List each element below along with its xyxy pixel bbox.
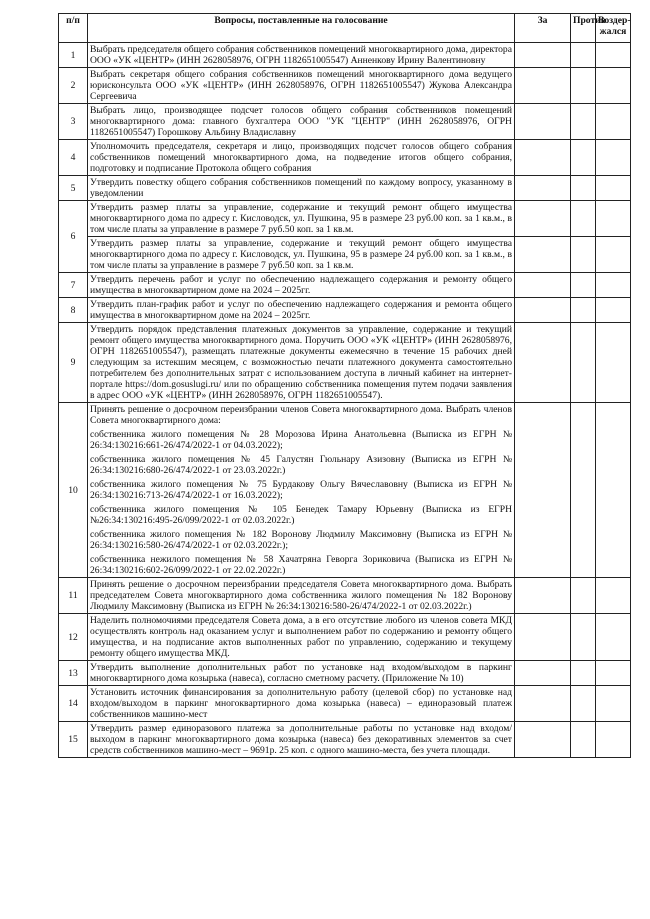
table-row bbox=[59, 661, 631, 686]
vote-abstain-cell[interactable] bbox=[596, 176, 631, 201]
question-number: 7 bbox=[59, 273, 88, 298]
question-text: Утвердить размер платы за управление, содержание и текущий ремонт общего имущества многоквартирного дома по адресу г. Кисловодск, ул. Пушкина, 95 в размере 23 руб.00 коп. за 1 кв.м., в том числе платы за управление в размере 7 руб.50 коп. за 1 кв.м. bbox=[88, 201, 515, 237]
vote-against-cell[interactable] bbox=[571, 140, 596, 176]
question-number: 14 bbox=[59, 686, 88, 722]
question-text: Утвердить размер платы за управление, содержание и текущий ремонт общего имущества многоквартирного дома по адресу г. Кисловодск, ул. Пушкина, 95 в размере 24 руб.00 коп. за 1 кв.м., в том числе платы за управление в размере 7 руб.50 коп. за 1 кв.м. bbox=[88, 237, 515, 273]
vote-for-cell[interactable] bbox=[515, 722, 571, 758]
voting-table bbox=[58, 13, 631, 758]
vote-abstain-cell[interactable] bbox=[596, 201, 631, 237]
vote-against-cell[interactable] bbox=[571, 176, 596, 201]
question-text: Выбрать секретаря общего собрания собственников помещений многоквартирного дома ведущего юрисконсульта ООО «УК «ЦЕНТР» (ИНН 2628058976, ОГРН 1182651005547) Жукова Александра Сергеевича bbox=[88, 68, 515, 104]
vote-against-cell[interactable] bbox=[571, 43, 596, 68]
vote-abstain-cell[interactable] bbox=[596, 140, 631, 176]
header-question: Вопросы, поставленные на голосование bbox=[88, 14, 515, 43]
vote-abstain-cell[interactable] bbox=[596, 578, 631, 614]
vote-against-cell[interactable] bbox=[571, 614, 596, 661]
question-number: 12 bbox=[59, 614, 88, 661]
question-text-part: собственника жилого помещения № 75 Бурдакову Ольгу Вячеславовну (Выписка из ЕГРН № 26:34:130216:713-26/474/2022-1 от 16.03.2022); bbox=[90, 479, 512, 501]
vote-abstain-cell[interactable] bbox=[596, 403, 631, 578]
table-row bbox=[59, 201, 631, 237]
vote-against-cell[interactable] bbox=[571, 323, 596, 403]
question-text-part: собственника жилого помещения № 182 Воронову Людмилу Максимовну (Выписка из ЕГРН № 26:34:130216:580-26/474/2022-1 от 02.03.2022г.); bbox=[90, 529, 512, 551]
table-row bbox=[59, 176, 631, 201]
header-against: Против bbox=[571, 14, 596, 43]
header-for: За bbox=[515, 14, 571, 43]
question-text bbox=[88, 403, 515, 578]
vote-for-cell[interactable] bbox=[515, 68, 571, 104]
table-row bbox=[59, 614, 631, 661]
table-row bbox=[59, 578, 631, 614]
vote-for-cell[interactable] bbox=[515, 237, 571, 273]
vote-against-cell[interactable] bbox=[571, 722, 596, 758]
vote-against-cell[interactable] bbox=[571, 686, 596, 722]
vote-for-cell[interactable] bbox=[515, 43, 571, 68]
table-row bbox=[59, 140, 631, 176]
table-row bbox=[59, 237, 631, 273]
question-text-part: Принять решение о досрочном переизбрании членов Совета многоквартирного дома. Выбрать членов Совета многоквартирного дома: bbox=[90, 404, 512, 426]
table-row bbox=[59, 686, 631, 722]
vote-for-cell[interactable] bbox=[515, 578, 571, 614]
vote-for-cell[interactable] bbox=[515, 104, 571, 140]
header-num: п/п bbox=[59, 14, 88, 43]
table-row bbox=[59, 323, 631, 403]
question-text: Уполномочить председателя, секретаря и лицо, производящих подсчет голосов общего собрания собственников помещений многоквартирного дома, на подведение итогов общего собрания, подготовку и подписание Протокола общего собрания bbox=[88, 140, 515, 176]
vote-abstain-cell[interactable] bbox=[596, 614, 631, 661]
question-number: 13 bbox=[59, 661, 88, 686]
question-number: 9 bbox=[59, 323, 88, 403]
vote-abstain-cell[interactable] bbox=[596, 323, 631, 403]
question-number: 2 bbox=[59, 68, 88, 104]
table-row bbox=[59, 722, 631, 758]
vote-against-cell[interactable] bbox=[571, 104, 596, 140]
question-text: Утвердить размер единоразового платежа за дополнительные работы по установке над входом/выходом в паркинг многоквартирного дома козырька (навеса) без декоративных элементов за счет средств собственников машино-мест – 9691р. 25 коп. с одного машино-места, без учета площади. bbox=[88, 722, 515, 758]
vote-for-cell[interactable] bbox=[515, 686, 571, 722]
question-text: Утвердить перечень работ и услуг по обеспечению надлежащего содержания и ремонту общего имущества в многоквартирном доме на 2024 – 2025гг. bbox=[88, 273, 515, 298]
vote-against-cell[interactable] bbox=[571, 661, 596, 686]
vote-against-cell[interactable] bbox=[571, 578, 596, 614]
question-text: Принять решение о досрочном переизбрании председателя Совета многоквартирного дома. Выбрать председателем Совета многоквартирного дома собственника жилого помещения № 182 Воронову Людмилу Максимовну (Выписка из ЕГРН № 26:34:130216:580-26/474/2022-1 от 02.03.2022г.) bbox=[88, 578, 515, 614]
vote-for-cell[interactable] bbox=[515, 201, 571, 237]
table-row bbox=[59, 273, 631, 298]
question-text: Утвердить план-график работ и услуг по обеспечению надлежащего содержания и ремонта общего имущества в многоквартирном доме на 2024 – 2025гг. bbox=[88, 298, 515, 323]
vote-for-cell[interactable] bbox=[515, 403, 571, 578]
vote-against-cell[interactable] bbox=[571, 201, 596, 237]
question-number: 4 bbox=[59, 140, 88, 176]
vote-abstain-cell[interactable] bbox=[596, 104, 631, 140]
vote-abstain-cell[interactable] bbox=[596, 298, 631, 323]
question-text-part: собственника жилого помещения № 28 Морозова Ирина Анатольевна (Выписка из ЕГРН № 26:34:130216:661-26/474/2022-1 от 04.03.2022); bbox=[90, 429, 512, 451]
vote-abstain-cell[interactable] bbox=[596, 661, 631, 686]
vote-abstain-cell[interactable] bbox=[596, 68, 631, 104]
question-text: Утвердить повестку общего собрания собственников помещений по каждому вопросу, указанному в уведомлении bbox=[88, 176, 515, 201]
question-text: Выбрать лицо, производящее подсчет голосов общего собрания собственников помещений многоквартирного дома: главного бухгалтера ООО "УК "ЦЕНТР" (ИНН 2628058976, ОГРН 1182651005547) Горошкову Альбину Владиславну bbox=[88, 104, 515, 140]
question-number: 10 bbox=[59, 403, 88, 578]
vote-against-cell[interactable] bbox=[571, 68, 596, 104]
table-row bbox=[59, 43, 631, 68]
question-text: Утвердить выполнение дополнительных работ по установке над входом/выходом в паркинг многоквартирного дома козырька (навеса), согласно сметному расчету. (Приложение № 10) bbox=[88, 661, 515, 686]
vote-for-cell[interactable] bbox=[515, 140, 571, 176]
vote-abstain-cell[interactable] bbox=[596, 273, 631, 298]
question-number: 11 bbox=[59, 578, 88, 614]
vote-for-cell[interactable] bbox=[515, 298, 571, 323]
question-text: Установить источник финансирования за дополнительную работу (целевой сбор) по установке над входом/выходом в паркинг многоквартирного дома козырька (навеса) – единоразовый платеж собственников машино-мест bbox=[88, 686, 515, 722]
vote-abstain-cell[interactable] bbox=[596, 722, 631, 758]
question-number: 8 bbox=[59, 298, 88, 323]
vote-against-cell[interactable] bbox=[571, 403, 596, 578]
table-header-row bbox=[59, 14, 631, 43]
question-text: Утвердить порядок представления платежных документов за управление, содержание и текущий ремонт общего имущества многоквартирного дома. Поручить ООО «УК «ЦЕНТР» (ИНН 2628058976, ОГРН 1182651005547), размещать платежные документы ежемесячно в течение 15 рабочих дней следующим за истекшим месяцем, с возможностью печати платежного документа самостоятельно потребителем без дополнительных затрат с использованием доступа в личный кабинет на интернет-портале https://dom.gosuslugi.ru/ или по обращению собственника помещения путем подачи заявления в адрес ООО «УК «ЦЕНТР» (ИНН 2628058976, ОГРН 1182651005547). bbox=[88, 323, 515, 403]
question-number: 5 bbox=[59, 176, 88, 201]
table-row bbox=[59, 68, 631, 104]
vote-for-cell[interactable] bbox=[515, 323, 571, 403]
table-row bbox=[59, 298, 631, 323]
vote-against-cell[interactable] bbox=[571, 237, 596, 273]
question-text-part: собственника жилого помещения № 105 Бенедек Тамару Юрьевну (Выписка из ЕГРН №26:34:130216:495-26/099/2022-1 от 02.03.2022г.) bbox=[90, 504, 512, 526]
question-number: 6 bbox=[59, 201, 88, 273]
vote-for-cell[interactable] bbox=[515, 273, 571, 298]
question-number: 3 bbox=[59, 104, 88, 140]
table-row bbox=[59, 403, 631, 578]
header-abstain: Воздер-жался bbox=[596, 14, 631, 43]
vote-against-cell[interactable] bbox=[571, 273, 596, 298]
vote-against-cell[interactable] bbox=[571, 298, 596, 323]
vote-for-cell[interactable] bbox=[515, 661, 571, 686]
question-number: 1 bbox=[59, 43, 88, 68]
question-number: 15 bbox=[59, 722, 88, 758]
vote-abstain-cell[interactable] bbox=[596, 237, 631, 273]
question-text-part: собственника нежилого помещения № 58 Хачатряна Геворга Зориковича (Выписка из ЕГРН № 26:34:130216:602-26/099/2022-1 от 22.02.2022г.) bbox=[90, 554, 512, 576]
vote-for-cell[interactable] bbox=[515, 614, 571, 661]
vote-abstain-cell[interactable] bbox=[596, 43, 631, 68]
question-text-part: собственника жилого помещения № 45 Галустян Гюльнару Азизовну (Выписка из ЕГРН № 26:34:130216:680-26/474/2022-1 от 23.03.2022г.) bbox=[90, 454, 512, 476]
question-text: Наделить полномочиями председателя Совета дома, а в его отсутствие любого из членов совета МКД осуществлять контроль над оказанием услуг и выполнением работ по содержанию и ремонту общего имущества, и на подписание актов выполненных работ по управлению, содержанию и текущему ремонту общего имущества МКД. bbox=[88, 614, 515, 661]
table-row bbox=[59, 104, 631, 140]
vote-for-cell[interactable] bbox=[515, 176, 571, 201]
vote-abstain-cell[interactable] bbox=[596, 686, 631, 722]
question-text: Выбрать председателя общего собрания собственников помещений многоквартирного дома, директора ООО «УК «ЦЕНТР» (ИНН 2628058976, ОГРН 1182651005547) Анненкову Ирину Валентиновну bbox=[88, 43, 515, 68]
